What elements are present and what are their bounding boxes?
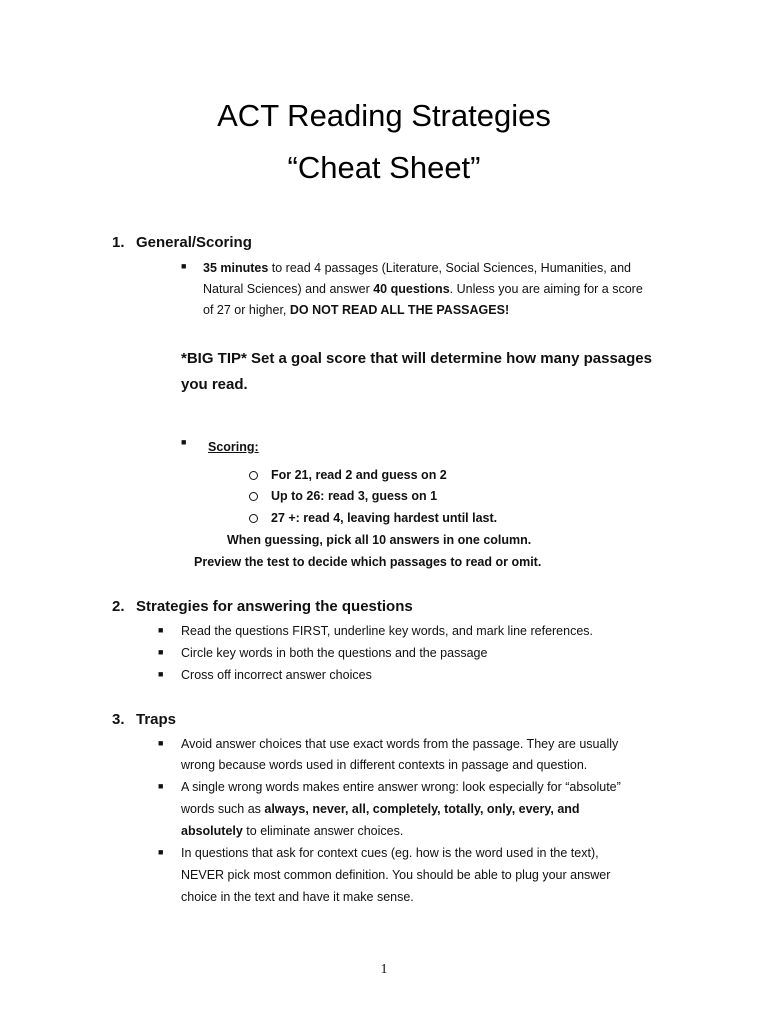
square-bullet-icon: ■ — [181, 437, 187, 447]
paragraph-line: 35 minutes to read 4 passages (Literature, Social Sciences, Humanities, and — [203, 261, 632, 275]
document-subtitle: “Cheat Sheet” — [287, 150, 481, 185]
scoring-label: Scoring: — [208, 440, 259, 454]
square-bullet-icon: ■ — [158, 738, 164, 748]
section-heading-general-scoring: 1. General/Scoring — [112, 234, 252, 251]
paragraph-line: A single wrong words makes entire answer wrong: look especially for “absolute” — [181, 780, 621, 794]
list-item: Circle key words in both the questions and the passage — [181, 646, 488, 660]
preview-note: Preview the test to decide which passages to read or omit. — [194, 555, 542, 569]
list-item: Cross off incorrect answer choices — [181, 668, 372, 682]
page-number: 1 — [380, 962, 388, 977]
circle-bullet-icon — [249, 471, 258, 480]
paragraph-line: of 27 or higher, DO NOT READ ALL THE PASSAGES! — [203, 303, 510, 317]
paragraph-line: NEVER pick most common definition. You should be able to plug your answer — [181, 868, 611, 882]
square-bullet-icon: ■ — [158, 847, 164, 857]
scoring-item: 27 +: read 4, leaving hardest until last. — [271, 511, 498, 525]
square-bullet-icon: ■ — [181, 261, 187, 271]
guess-note: When guessing, pick all 10 answers in one column. — [227, 533, 532, 547]
square-bullet-icon: ■ — [158, 781, 164, 791]
paragraph-line: absolutely to eliminate answer choices. — [181, 824, 404, 838]
scoring-item: For 21, read 2 and guess on 2 — [271, 468, 447, 482]
list-item: Read the questions FIRST, underline key words, and mark line references. — [181, 624, 594, 638]
square-bullet-icon: ■ — [158, 669, 164, 679]
big-tip-line: *BIG TIP* Set a goal score that will determine how many passages — [181, 350, 652, 367]
circle-bullet-icon — [249, 514, 258, 523]
square-bullet-icon: ■ — [158, 647, 164, 657]
paragraph-line: choice in the text and have it make sense. — [181, 890, 414, 904]
document-title: ACT Reading Strategies — [217, 98, 551, 133]
paragraph-line: In questions that ask for context cues (eg. how is the word used in the text), — [181, 846, 599, 860]
paragraph-line: Natural Sciences) and answer 40 questions. Unless you are aiming for a score — [203, 282, 643, 296]
section-heading-strategies: 2. Strategies for answering the questions — [112, 598, 413, 615]
paragraph-line: wrong because words used in different contexts in passage and question. — [181, 758, 588, 772]
big-tip-line: you read. — [181, 376, 248, 393]
paragraph-line: Avoid answer choices that use exact words from the passage. They are usually — [181, 737, 619, 751]
section-heading-traps: 3. Traps — [112, 711, 177, 728]
circle-bullet-icon — [249, 492, 258, 501]
paragraph-line: words such as always, never, all, completely, totally, only, every, and — [181, 802, 580, 816]
square-bullet-icon: ■ — [158, 625, 164, 635]
scoring-item: Up to 26: read 3, guess on 1 — [271, 489, 438, 503]
